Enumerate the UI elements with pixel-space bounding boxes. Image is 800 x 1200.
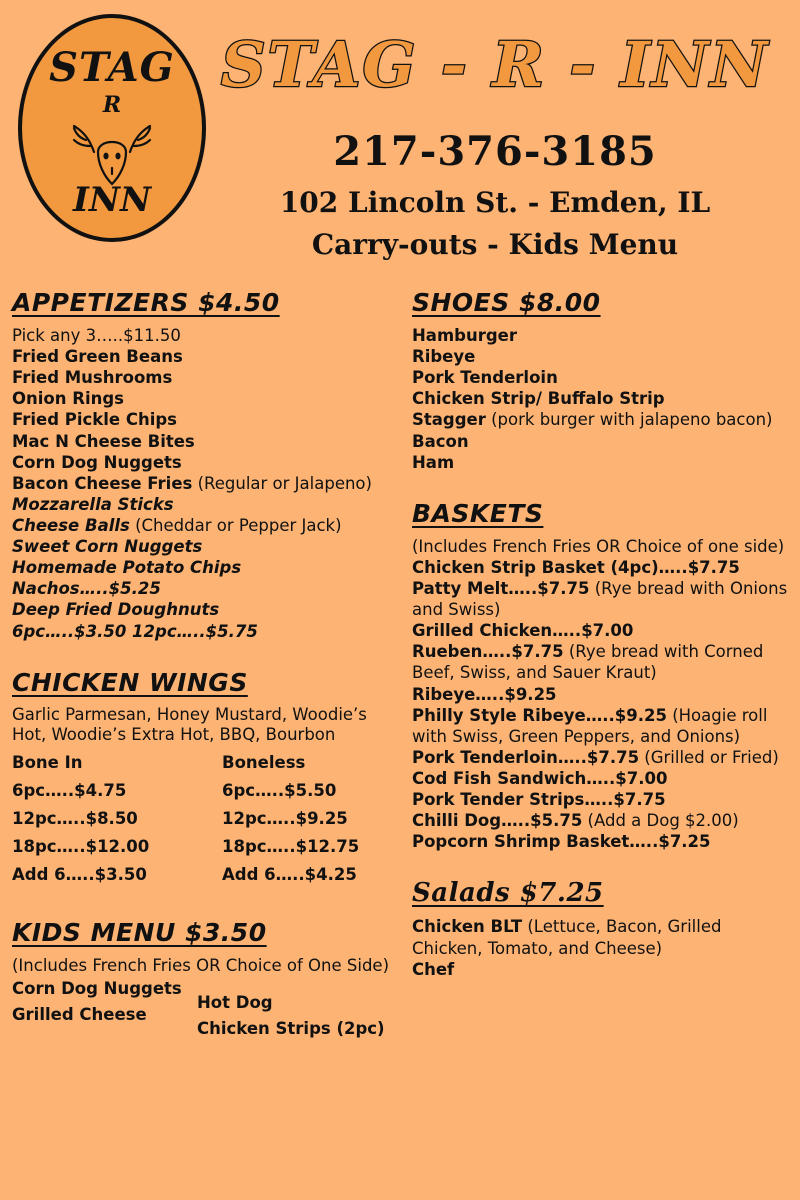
shoe-item [412,409,794,430]
wings-price-cell: 6pc…..$4.75 [12,780,127,800]
kids-menu-items [12,976,402,1043]
appetizer-item [12,473,402,494]
item-name: Mac N Cheese Bites [12,431,195,451]
item-name: Hamburger [412,326,517,345]
right-column [412,288,794,984]
shoe-item [412,452,794,473]
item-name: Fried Pickle Chips [12,410,177,430]
item-name: Pork Tenderloin [412,368,558,388]
item-note: (Hoagie roll with Swiss, Green Peppers, and Onions) [412,705,768,746]
salads-list [412,916,794,979]
kids-menu-right-items [197,976,402,1043]
baskets-note: (Includes French Fries OR Choice of one side) [412,536,785,556]
item-name: Bacon [412,431,469,451]
item-name: Homemade Potato Chips [12,558,242,578]
basket-item [412,620,794,641]
item-note: (pork burger with jalapeno bacon) [485,410,773,430]
appetizers-title: APPETIZERS $4.50 [12,288,280,317]
appetizer-item [12,325,402,346]
shoe-item [412,388,794,409]
section-kids-menu [12,918,402,1043]
appetizer-item [12,515,402,536]
item-name: Chilli Dog…..$5.75 [412,811,583,831]
menu-header [0,0,800,285]
item-name: Chicken Strip Basket (4pc)…..$7.75 [412,557,740,577]
item-name: Pick any 3…..$11.50 [12,326,181,345]
basket-item [412,810,794,831]
logo-text-stag: STAG [49,44,175,91]
appetizer-item [12,431,402,452]
item-name: Fried Mushrooms [12,368,173,388]
appetizer-item [12,452,402,473]
chicken-wings-price-table [12,753,402,884]
item-name: Rueben…..$7.75 [412,642,564,662]
shoes-title: SHOES $8.00 [412,288,601,317]
kids-menu-item: Grilled Cheese [12,1005,147,1025]
item-name: Ribeye…..$9.25 [412,684,557,704]
item-note: (Regular or Jalapeno) [192,473,372,493]
item-name: Onion Rings [12,389,124,409]
menu-columns [0,288,800,1200]
kids-menu-item: Chicken Strips (2pc) [197,1019,385,1039]
item-name: Fried Green Beans [12,347,183,367]
salad-item [412,959,794,980]
shoe-item [412,367,794,388]
item-note: (Rye bread with Onions and Swiss) [412,578,788,620]
chicken-wings-title: CHICKEN WINGS [12,667,248,697]
kids-menu-item: Hot Dog [197,993,273,1012]
item-name: Corn Dog Nuggets [12,452,182,472]
appetizer-item [12,578,402,599]
kids-menu-left-items [12,976,197,1043]
left-column [12,288,402,1047]
wings-price-cell: Add 6…..$3.50 [12,864,147,884]
basket-item [412,747,794,768]
item-name: Cheese Balls [12,515,130,535]
section-salads [412,878,794,979]
appetizer-item [12,621,402,642]
section-chicken-wings [12,668,402,884]
item-name: Chicken BLT [412,917,523,937]
item-name: Popcorn Shrimp Basket…..$7.25 [412,832,711,852]
restaurant-name: STAG - R - INN [220,28,770,101]
item-note: (Add a Dog $2.00) [582,811,739,831]
item-name: Chef [412,959,455,979]
basket-item [412,831,794,852]
item-name: Nachos…..$5.25 [12,579,161,599]
restaurant-logo [18,14,206,242]
appetizer-item [12,557,402,578]
item-name: Stagger [412,410,486,430]
item-name: Deep Fried Doughnuts [12,600,220,620]
item-name: Bacon Cheese Fries [12,473,193,493]
appetizer-item [12,599,402,620]
item-name: Chicken Strip/ Buffalo Strip [412,389,665,409]
baskets-title: BASKETS [412,498,544,528]
item-name: Ribeye [412,347,476,367]
shoes-list [412,325,794,473]
appetizer-item [12,494,402,515]
basket-item [412,768,794,789]
item-name: Cod Fish Sandwich…..$7.00 [412,768,668,788]
logo-text-r: R [102,92,122,118]
wings-column-header: Bone In [12,752,83,772]
kids-menu-note: (Includes French Fries OR Choice of One Side) [12,955,390,975]
appetizer-item [12,346,402,367]
basket-item [412,578,794,620]
basket-item [412,557,794,578]
kids-menu-item: Corn Dog Nuggets [12,979,182,998]
appetizer-item [12,388,402,409]
item-name: Grilled Chicken…..$7.00 [412,621,634,641]
appetizer-item [12,367,402,388]
item-note: (Lettuce, Bacon, Grilled Chicken, Tomato, and Cheese) [412,917,722,958]
phone-number: 217-376-3185 [333,128,657,175]
appetizers-list [12,325,402,642]
shoe-item [412,346,794,367]
item-name: Pork Tender Strips…..$7.75 [412,790,666,810]
salad-item [412,916,794,958]
basket-item [412,705,794,747]
wings-price-cell: 6pc…..$5.50 [222,780,337,800]
section-shoes [412,288,794,473]
basket-item [412,684,794,705]
section-baskets [412,499,794,853]
item-name: Mozzarella Sticks [12,494,174,514]
wings-column-header: Boneless [222,752,306,772]
street-address: 102 Lincoln St. - Emden, IL [279,186,711,219]
appetizer-item [12,536,402,557]
chicken-wings-flavors: Garlic Parmesan, Honey Mustard, Woodie’s Hot, Woodie’s Extra Hot, BBQ, Bourbon [12,704,367,744]
basket-item [412,641,794,683]
item-note: (Grilled or Fried) [639,747,779,767]
item-name: Ham [412,452,455,472]
header-tagline: Carry-outs - Kids Menu [311,228,679,261]
shoe-item [412,325,794,346]
wings-price-cell: 18pc…..$12.00 [12,836,150,856]
baskets-list [412,557,794,853]
item-note: (Cheddar or Pepper Jack) [129,515,342,535]
salads-title: Salads $7.25 [412,878,604,909]
item-name: Philly Style Ribeye…..$9.25 [412,705,667,725]
section-appetizers [12,288,402,642]
appetizer-item [12,409,402,430]
item-name: Sweet Corn Nuggets [12,537,203,557]
logo-text-inn: INN [72,180,152,220]
kids-menu-title: KIDS MENU $3.50 [12,917,267,947]
item-note: (Rye bread with Corned Beef, Swiss, and Sauer Kraut) [412,642,764,683]
basket-item [412,789,794,810]
item-name: 6pc…..$3.50 12pc…..$5.75 [12,621,258,641]
wings-price-cell: 12pc…..$8.50 [12,808,138,828]
wings-price-cell: Add 6…..$4.25 [222,864,357,884]
shoe-item [412,431,794,452]
item-name: Pork Tenderloin…..$7.75 [412,747,640,767]
wings-price-cell: 12pc…..$9.25 [222,808,348,828]
wings-price-cell: 18pc…..$12.75 [222,836,360,856]
item-name: Patty Melt…..$7.75 [412,578,590,598]
